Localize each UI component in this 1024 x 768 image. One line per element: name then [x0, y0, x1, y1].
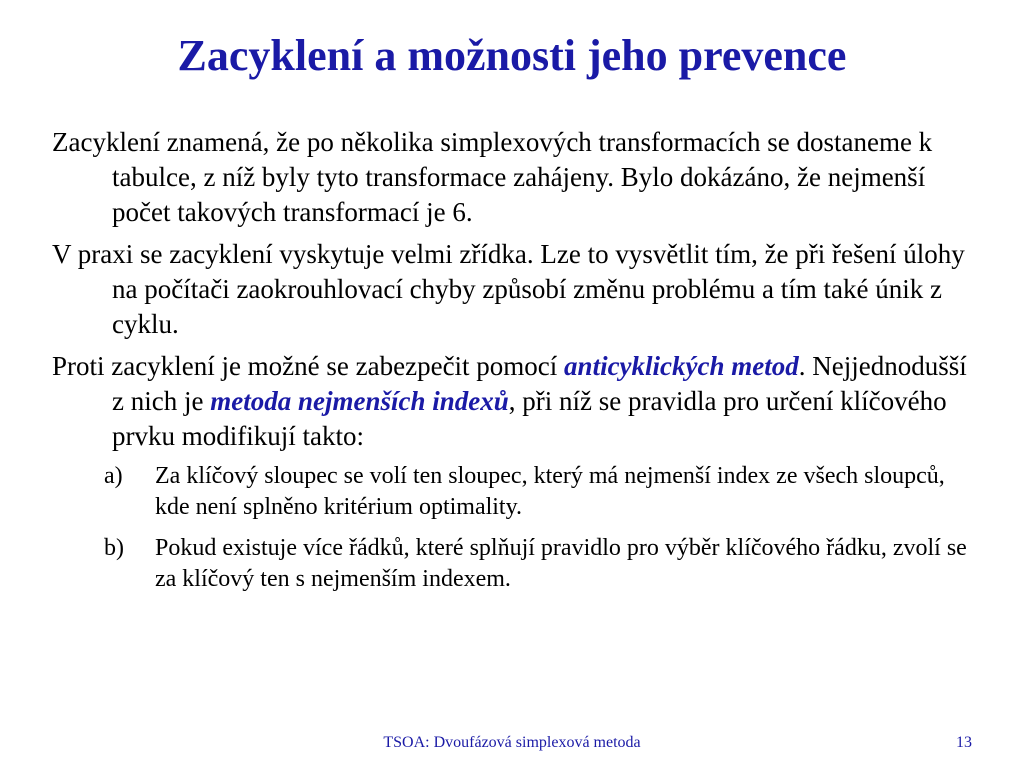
prevention-text-2: . Nejjednodušší z nich je — [112, 351, 967, 416]
rule-item-a — [52, 461, 982, 523]
rule-marker-a: a) — [104, 463, 123, 489]
rule-text-b: Pokud existuje více řádků, které splňují pravidlo pro výběr klíčového řádku, zvolí se za klíčový ten s nejmenším indexem. — [155, 535, 967, 592]
prevention-text-1: Proti zacyklení je možné se zabezpečit pomocí — [52, 351, 565, 381]
page-number: 13 — [956, 734, 972, 751]
paragraph-definition: Zacyklení znamená, že po několika simplexových transformacích se dostaneme k tabulce, z níž byly tyto transformace zahájeny. Bylo dokázáno, že nejmenší počet takových transformací je 6. — [52, 127, 933, 227]
paragraph-prevention — [52, 349, 982, 454]
rule-text-a: Za klíčový sloupec se volí ten sloupec, který má nejmenší index ze všech sloupců, kde není splněno kritérium optimality. — [155, 463, 945, 520]
prevention-text-3: , při níž se pravidla pro určení klíčového prvku modifikují takto: — [112, 386, 947, 451]
paragraph-practice: V praxi se zacyklení vyskytuje velmi zřídka. Lze to vysvětlit tím, že při řešení úlohy na počítači zaokrouhlovací chyby způsobí změnu problému a tím také únik z cyklu. — [52, 239, 965, 339]
slide-footer: TSOA: Dvoufázová simplexová metoda — [383, 734, 641, 751]
slide-body — [52, 125, 982, 605]
rule-item-b — [52, 533, 982, 595]
smallest-index-method-term: metoda nejmenších indexů — [210, 386, 509, 416]
anticyclic-methods-term: anticyklických metod — [564, 351, 799, 381]
rules-list — [52, 461, 982, 595]
rule-marker-b: b) — [104, 535, 124, 561]
slide-title: Zacyklení a možnosti jeho prevence — [177, 31, 847, 80]
